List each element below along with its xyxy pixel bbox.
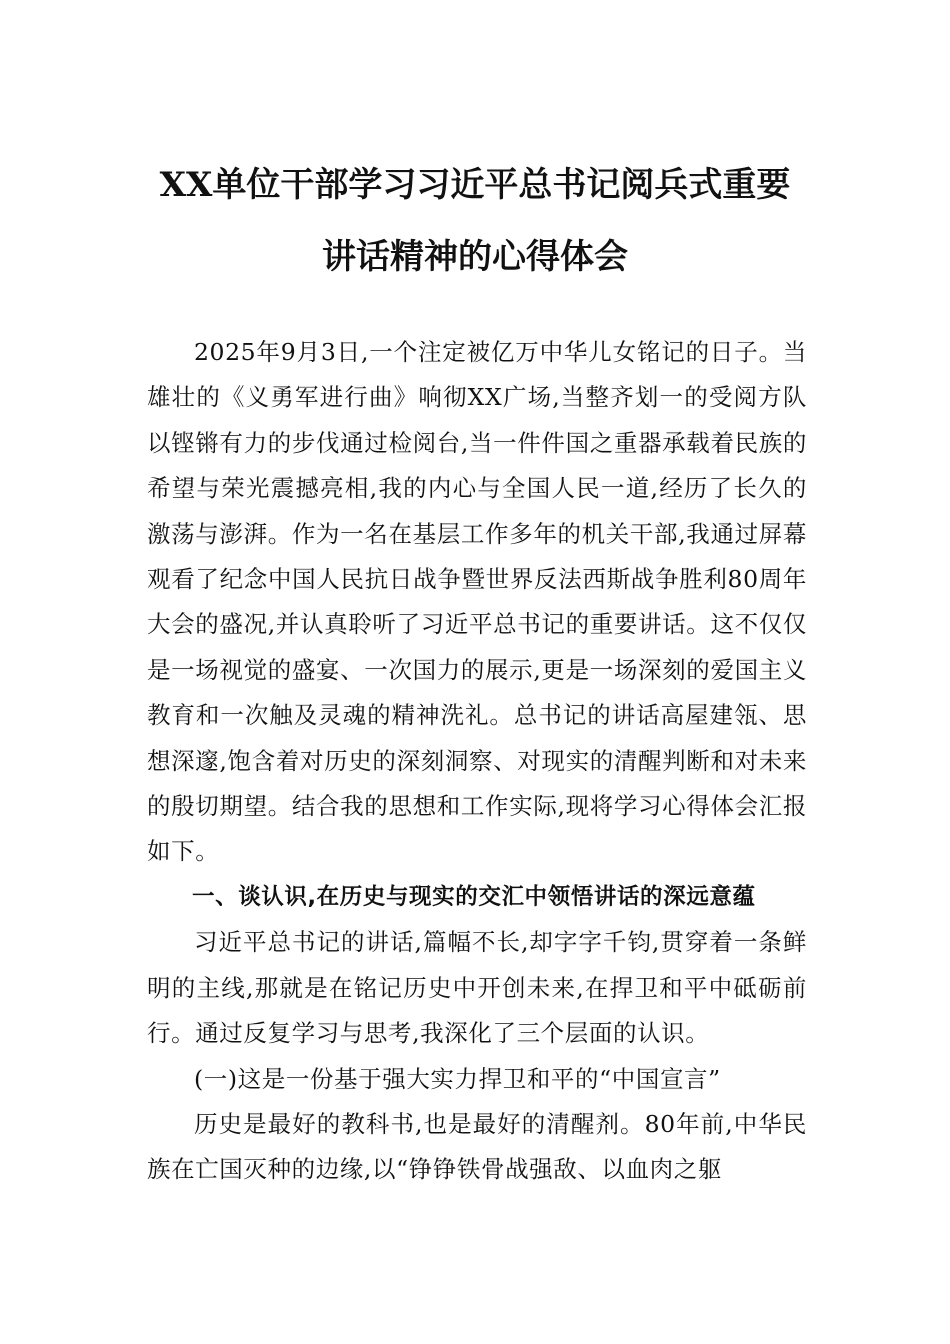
document-title-line-2: 讲话精神的心得体会 [322, 237, 628, 277]
section-1-paragraph: 习近平总书记的讲话,篇幅不长,却字字千钧,贯穿着一条鲜明的主线,那就是在铭记历史中开创未来,在捍卫和平中砥砺前行。通过反复学习与思考,我深化了三个层面的认识。 [147, 928, 807, 1048]
document-body [147, 330, 807, 1193]
document-title-line-1: XX单位干部学习习近平总书记阅兵式重要 [159, 165, 791, 205]
subsection-1-paragraph: 历史是最好的教科书,也是最好的清醒剂。80年前,中华民族在亡国灭种的边缘,以“铮铮铁骨战强敌、以血肉之躯 [147, 1109, 807, 1184]
subsection-heading-1: (一)这是一份基于强大实力捍卫和平的“中国宣言” [194, 1064, 721, 1093]
intro-paragraph: 2025年9月3日,一个注定被亿万中华儿女铭记的日子。当雄壮的《义勇军进行曲》响彻XX广场,当整齐划一的受阅方队以铿锵有力的步伐通过检阅台,当一件件国之重器承载着民族的希望与荣光震撼亮相,我的内心与全国人民一道,经历了长久的激荡与澎湃。作为一名在基层工作多年的机关干部,我通过屏幕观看了纪念中国人民抗日战争暨世界反法西斯战争胜利80周年大会的盛况,并认真聆听了习近平总书记的重要讲话。这不仅仅是一场视觉的盛宴、一次国力的展示,更是一场深刻的爱国主义教育和一次触及灵魂的精神洗礼。总书记的讲话高屋建瓴、思想深邃,饱含着对历史的深刻洞察、对现实的清醒判断和对未来的殷切期望。结合我的思想和工作实际,现将学习心得体会汇报如下。 [147, 338, 807, 866]
section-heading-1: 一、谈认识,在历史与现实的交汇中领悟讲话的深远意蕴 [192, 883, 756, 910]
